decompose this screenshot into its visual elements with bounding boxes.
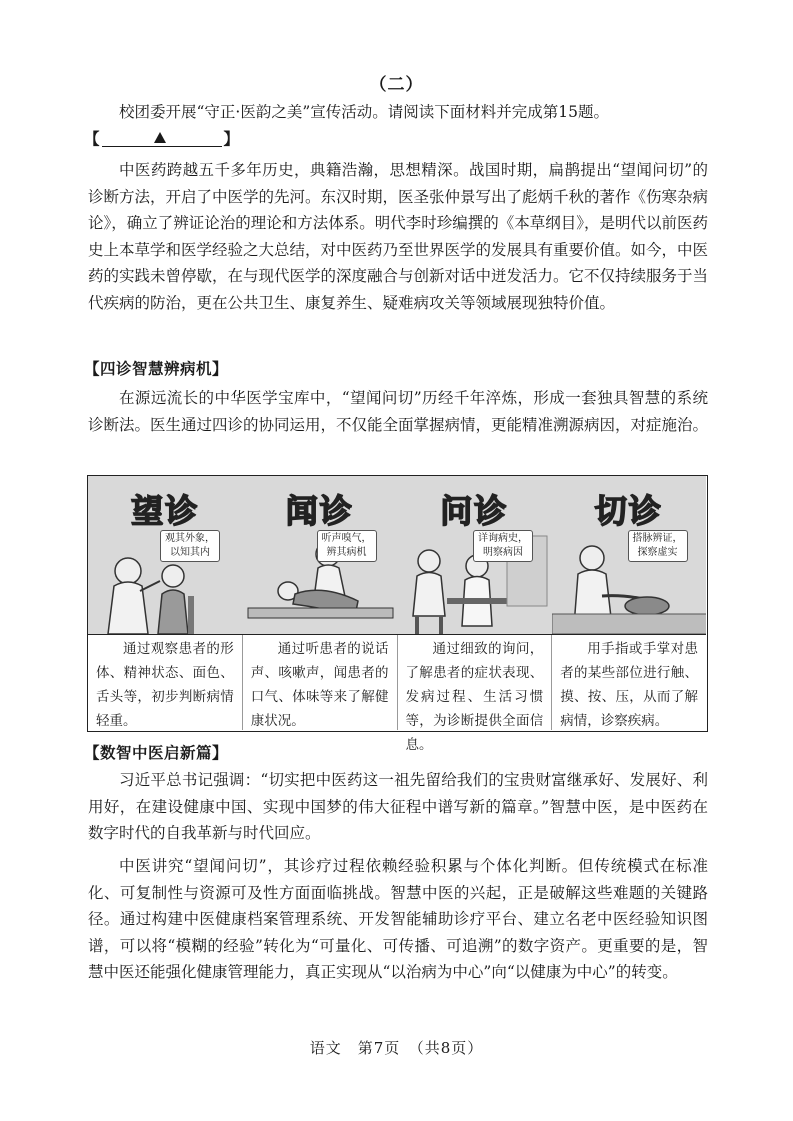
panel-wen-ask xyxy=(397,476,552,634)
panel-wen-listen-caption-line2: 辨其病机 xyxy=(326,547,367,558)
panel-wang-caption xyxy=(160,530,220,562)
intro-text: 校团委开展“守正·医韵之美”宣传活动。请阅读下面材料并完成第15题。 xyxy=(119,103,610,121)
panel-wen-ask-caption xyxy=(473,530,533,562)
panel-wang xyxy=(88,476,243,634)
panel-wen-ask-caption-line1: 详询病史， xyxy=(478,533,528,544)
heading-digital-tcm: 【数智中医启新篇】 xyxy=(84,743,229,762)
fill-in-blank[interactable] xyxy=(102,130,222,147)
panel-wen-listen-caption xyxy=(317,530,377,562)
paragraph-xi-quote: 习近平总书记强调：“切实把中医药这一祖先留给我们的宝贵财富继承好、发展好、利用好，在建设健康中国、实现中国梦的伟大征程中谱写新的篇章。”智慧中医，是中医药在数字时代的自我革新与时代回应。 xyxy=(88,771,708,842)
paragraph-smart-tcm: 中医讲究“望闻问切”，其诊疗过程依赖经验积累与个体化判断。但传统模式在标准化、可复制性与资源可及性方面面临挑战。智慧中医的兴起，正是破解这些难题的关键路径。通过构建中医健康档案管理系统、开发智能辅助诊疗平台、建立名老中医经验知识图谱，可以将“模糊的经验”转化为“可量化、可传播、可追溯”的数字资产。更重要的是，智慧中医还能强化健康管理能力，真正实现从“以治病为中心”向“以健康为中心”的转变。 xyxy=(88,857,708,981)
panel-wen-ask-title: 问诊 xyxy=(440,492,509,530)
triangle-marker-icon xyxy=(154,132,166,143)
section-title: （二） xyxy=(369,75,424,95)
description-wang: 通过观察患者的形体、精神状态、面色、舌头等，初步判断病情轻重。 xyxy=(96,641,234,729)
panel-qie-caption xyxy=(628,530,688,562)
panel-qie-title: 切诊 xyxy=(594,492,663,530)
description-qie: 用手指或手掌对患者的某些部位进行触、摸、按、压，从而了解病情，诊察疾病。 xyxy=(551,635,706,730)
panel-qie-caption-line2: 探察虚实 xyxy=(637,547,678,558)
paragraph-four-diagnoses: 在源远流长的中华医学宝库中，“望闻问切”历经千年淬炼，形成一套独具智慧的系统诊断法。医生通过四诊的协同运用，不仅能全面掌握病情，更能精准溯源病因，对症施治。 xyxy=(88,389,709,434)
illustration-strip xyxy=(88,476,706,635)
panel-wen-ask-caption-line2: 明察病因 xyxy=(483,547,523,558)
description-wen-listen: 通过听患者的说话声、咳嗽声，闻患者的口气、体味等来了解健康状况。 xyxy=(242,635,397,730)
panel-wen-listen-caption-line1: 听声嗅气， xyxy=(321,533,372,544)
panel-wang-caption-line2: 以知其内 xyxy=(170,547,210,558)
blank-heading-close-bracket: 】 xyxy=(223,129,240,148)
panel-wen-listen-title: 闻诊 xyxy=(285,492,354,530)
panel-wang-caption-line1: 观其外象， xyxy=(165,533,215,544)
panel-wen-listen xyxy=(243,476,398,634)
panel-qie xyxy=(552,476,707,634)
panel-wang-title: 望诊 xyxy=(131,492,200,530)
page-footer: 语文 第7页 （共8页） xyxy=(309,1039,484,1057)
blank-heading xyxy=(84,127,239,149)
paragraph-history: 中医药跨越五千多年历史，典籍浩瀚，思想精深。战国时期，扁鹊提出“望闻问切”的诊断方法，开启了中医学的先河。东汉时期，医圣张仲景写出了彪炳千秋的著作《伤寒杂病论》，确立了辨证论治的理论和方法体系。明代李时珍编撰的《本草纲目》，是明代以前医药史上本草学和医学经验之大总结，对中医药乃至世界医学的发展具有重要价值。如今，中医药的实践未曾停歇，在与现代医学的深度融合与创新对话中迸发活力。它不仅持续服务于当代疾病的防治，更在公共卫生、康复养生、疑难病攻关等领域展现独特价值。 xyxy=(88,161,709,312)
description-wen-ask: 通过细致的询问，了解患者的症状表现、发病过程、生活习惯等，为诊断提供全面信息。 xyxy=(397,635,552,730)
heading-four-diagnoses: 【四诊智慧辨病机】 xyxy=(84,359,229,378)
blank-heading-open-bracket: 【 xyxy=(84,129,100,148)
panel-qie-caption-line1: 搭脉辨证， xyxy=(632,533,683,544)
